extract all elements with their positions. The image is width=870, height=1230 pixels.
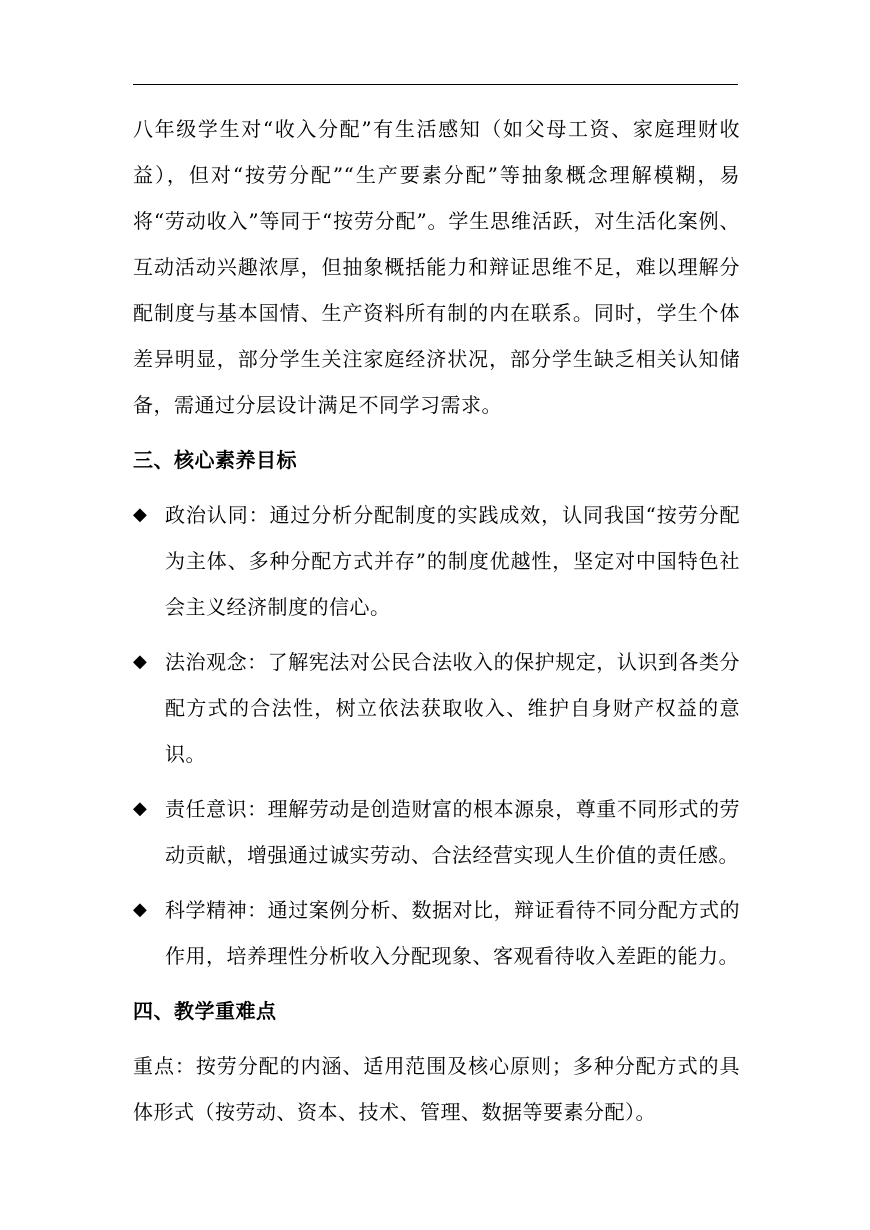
list-item-text: 政治认同：通过分析分配制度的实践成效，认同我国“按劳分配为主体、多种分配方式并存”的制度优越性，坚定对中国特色社会主义经济制度的信心。: [165, 503, 740, 619]
diamond-bullet-icon: ◆: [133, 798, 148, 819]
list-item-text: 科学精神：通过案例分析、数据对比，辩证看待不同分配方式的作用，培养理性分析收入分配现象、客观看待收入差距的能力。: [165, 898, 740, 968]
diamond-bullet-icon: ◆: [133, 504, 148, 525]
list-item: [133, 786, 740, 878]
document-body: [133, 106, 740, 1144]
section-heading-key-difficult-points: 四、教学重难点: [133, 999, 277, 1023]
key-point-paragraph: 重点：按劳分配的内涵、适用范围及核心原则；多种分配方式的具体形式（按劳动、资本、技术、管理、数据等要素分配）。: [133, 1054, 740, 1124]
section-heading-core-literacy: 三、核心素养目标: [133, 448, 297, 472]
list-item: [133, 492, 740, 630]
list-item-text: 法治观念：了解宪法对公民合法收入的保护规定，认识到各类分配方式的合法性，树立依法获取收入、维护自身财产权益的意识。: [165, 650, 740, 766]
list-item: [133, 639, 740, 777]
list-item-text: 责任意识：理解劳动是创造财富的根本源泉，尊重不同形式的劳动贡献，增强通过诚实劳动、合法经营实现人生价值的责任感。: [165, 797, 740, 867]
header-rule: [133, 84, 738, 85]
diamond-bullet-icon: ◆: [133, 899, 148, 920]
list-item: [133, 887, 740, 979]
intro-paragraph: 八年级学生对“收入分配”有生活感知（如父母工资、家庭理财收益），但对“按劳分配”“生产要素分配”等抽象概念理解模糊，易将“劳动收入”等同于“按劳分配”。学生思维活跃，对生活化案例、互动活动兴趣浓厚，但抽象概括能力和辩证思维不足，难以理解分配制度与基本国情、生产资料所有制的内在联系。同时，学生个体差异明显，部分学生关注家庭经济状况，部分学生缺乏相关认知储备，需通过分层设计满足不同学习需求。: [133, 117, 740, 417]
core-literacy-list: [133, 492, 740, 979]
diamond-bullet-icon: ◆: [133, 651, 148, 672]
